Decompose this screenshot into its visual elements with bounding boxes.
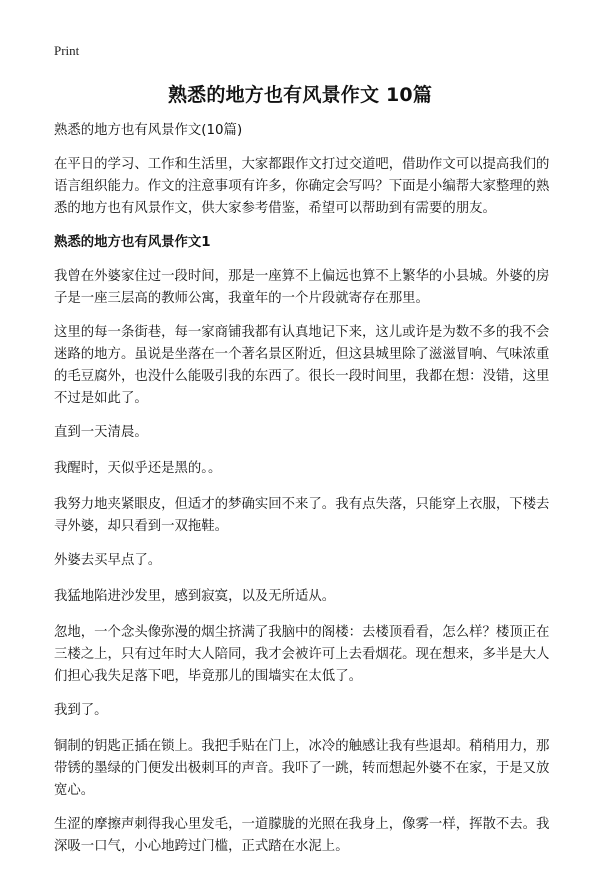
paragraph: 这里的每一条街巷，每一家商铺我都有认真地记下来，这儿或许是为数不多的我不会迷路的地方。虽说是坐落在一个著名景区附近，但这县城里除了滋滋冒响、气味浓重的毛豆腐外，也没什么能吸引我的东西了。很长一段时间里，我都在想：没错，这里不过是如此了。 <box>54 325 550 406</box>
intro-paragraph: 在平日的学习、工作和生活里，大家都跟作文打过交道吧，借助作文可以提高我们的语言组织能力。作文的注意事项有许多，你确定会写吗？下面是小编帮大家整理的熟悉的地方也有风景作文，供大家参考借鉴，希望可以帮助到有需要的朋友。 <box>54 157 550 216</box>
paragraph: 铜制的钥匙正插在锁上。我把手贴在门上，冰冷的触感让我有些退却。稍稍用力，那带锈的墨绿的门便发出极刺耳的声音。我吓了一跳，转而想起外婆不在家，于是又放宽心。 <box>54 739 550 798</box>
paragraph: 我到了。 <box>54 703 108 718</box>
subtitle: 熟悉的地方也有风景作文(10篇) <box>54 123 243 138</box>
paragraph: 我猛地陷进沙发里，感到寂寞，以及无所适从。 <box>54 589 336 604</box>
page-title: 熟悉的地方也有风景作文 10篇 <box>167 84 433 106</box>
print-link[interactable]: Print <box>54 43 80 58</box>
paragraph: 生涩的摩擦声刺得我心里发毛，一道朦胧的光照在我身上，像雾一样，挥散不去。我深吸一口气，小心地跨过门槛，正式踏在水泥上。 <box>54 817 550 854</box>
paragraph: 我曾在外婆家住过一段时间，那是一座算不上偏远也算不上繁华的小县城。外婆的房子是一座三层高的教师公寓，我童年的一个片段就寄存在那里。 <box>54 269 550 306</box>
paragraph: 忽地，一个念头像弥漫的烟尘挤满了我脑中的阁楼：去楼顶看看，怎么样？楼顶正在三楼之上，只有过年时大人陪同，我才会被许可上去看烟花。现在想来，多半是大人们担心我失足落下吧，毕竟那儿的围墙实在太低了。 <box>54 625 550 684</box>
section-heading: 熟悉的地方也有风景作文1 <box>54 235 211 250</box>
paragraph: 外婆去买早点了。 <box>54 553 162 568</box>
paragraph: 我醒时，天似乎还是黑的。。 <box>54 461 222 476</box>
paragraph: 直到一天清晨。 <box>54 425 148 440</box>
paragraph: 我努力地夹紧眼皮，但适才的梦确实回不来了。我有点失落，只能穿上衣服，下楼去寻外婆，却只看到一双拖鞋。 <box>54 497 550 534</box>
article-body <box>54 120 554 870</box>
